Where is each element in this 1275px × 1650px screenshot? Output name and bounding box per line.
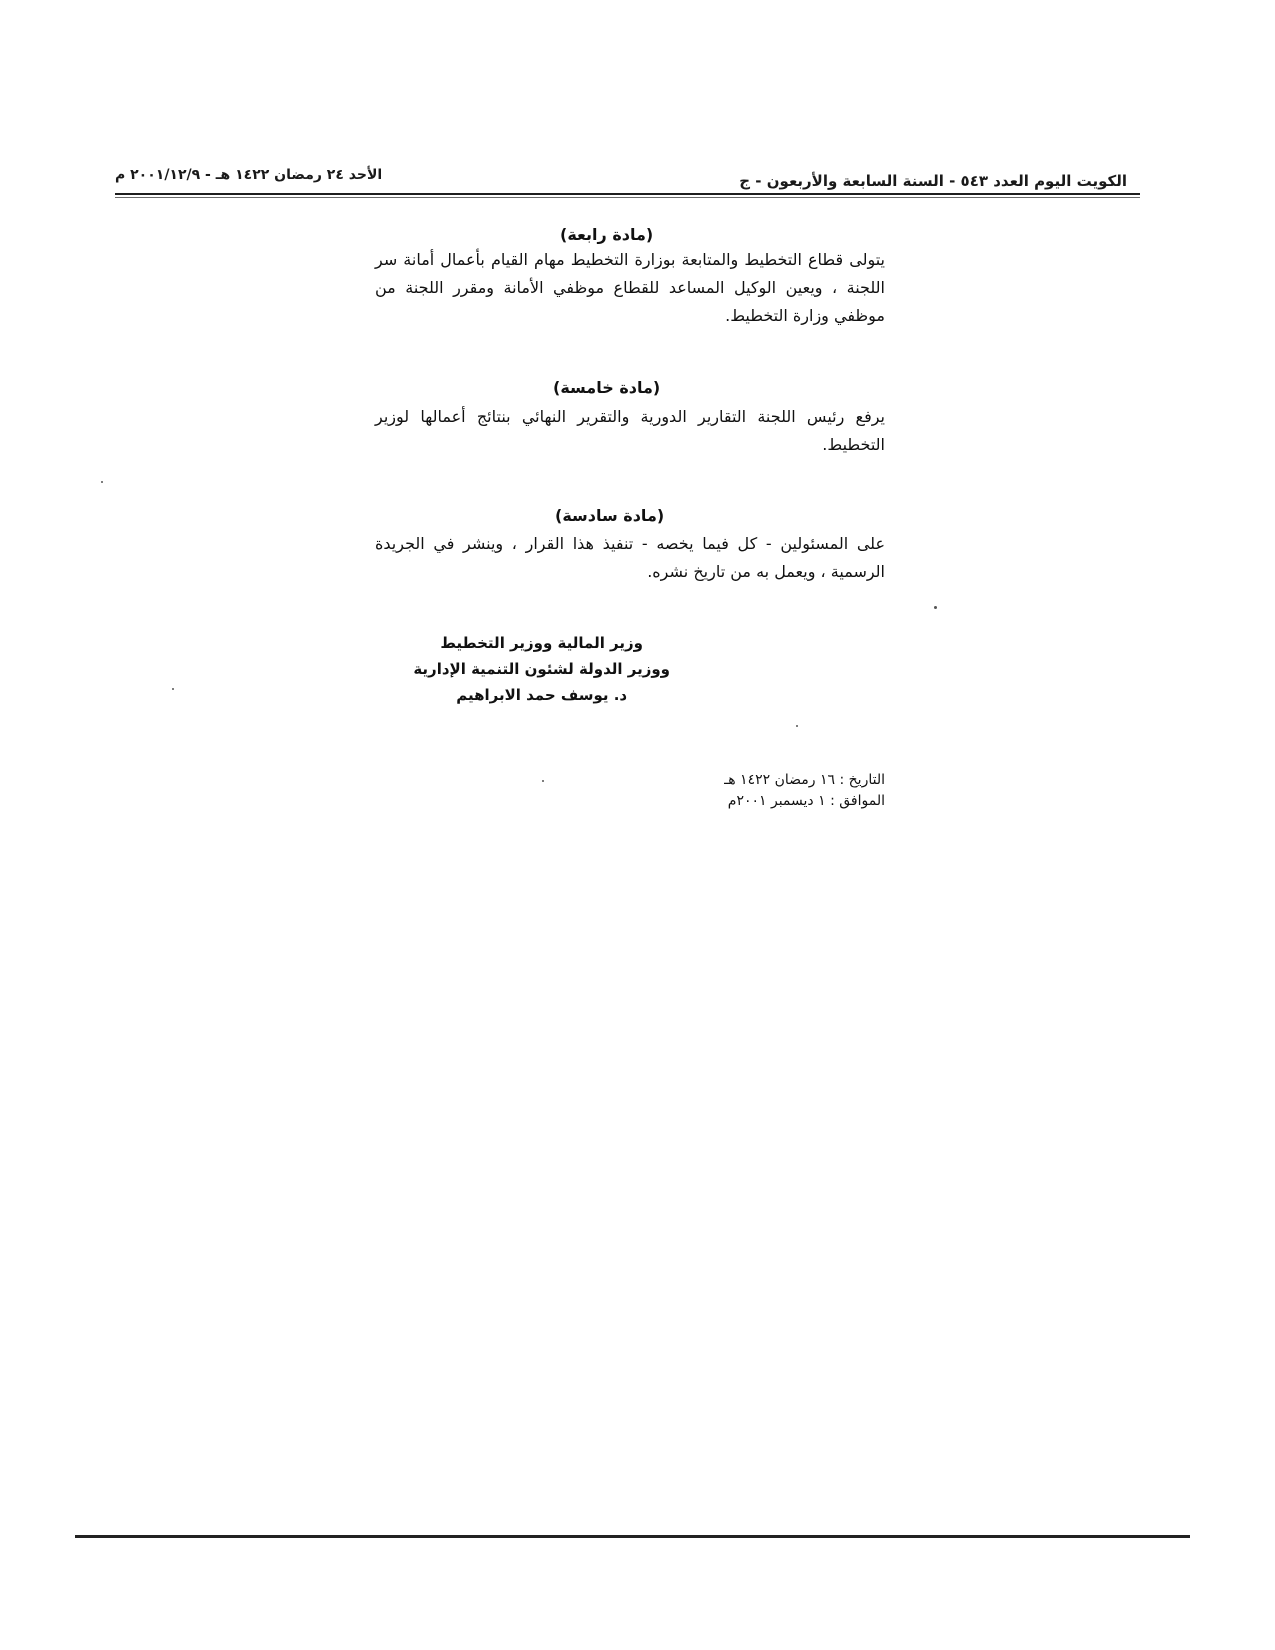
- decision-dates: [724, 770, 885, 812]
- header-divider: [115, 193, 1140, 195]
- article-6-text: على المسئولين - كل فيما يخصه - تنفيذ هذا القرار ، وينشر في الجريدة الرسمية ، ويعمل به من تاريخ نشره.: [375, 534, 885, 581]
- scan-speck: [101, 481, 103, 483]
- footer-divider: [75, 1535, 1190, 1538]
- header-divider-thin: [115, 197, 1140, 198]
- signature-title-line-2: ووزير الدولة لشئون التنمية الإدارية: [413, 660, 670, 678]
- header-date-line: الأحد ٢٤ رمضان ١٤٢٢ هـ - ٢٠٠١/١٢/٩ م: [115, 167, 383, 183]
- scan-speck: [542, 780, 544, 782]
- hijri-date: التاريخ : ١٦ رمضان ١٤٢٢ هـ: [724, 772, 885, 788]
- gregorian-date: الموافق : ١ ديسمبر ٢٠٠١م: [727, 793, 885, 809]
- minister-signature-block: [413, 630, 670, 708]
- signature-name: د. يوسف حمد الابراهيم: [456, 686, 628, 704]
- scan-speck: [796, 725, 798, 727]
- scan-speck: [934, 606, 937, 609]
- article-4-text: يتولى قطاع التخطيط والمتابعة بوزارة التخطيط مهام القيام بأعمال أمانة سر اللجنة ، ويعين الوكيل المساعد للقطاع موظفي الأمانة ومقرر اللجنة من موظفي وزارة التخطيط.: [375, 250, 885, 325]
- header-publication-line: الكويت اليوم العدد ٥٤٣ - السنة السابعة والأربعون - ج: [739, 172, 1127, 190]
- article-6-title: (مادة سادسة): [555, 506, 665, 525]
- scan-speck: [172, 688, 174, 690]
- article-5-title: (مادة خامسة): [553, 378, 661, 397]
- article-4-title: (مادة رابعة): [560, 225, 654, 244]
- signature-title-line-1: وزير المالية ووزير التخطيط: [440, 634, 643, 652]
- article-5-text: يرفع رئيس اللجنة التقارير الدورية والتقرير النهائي بنتائج أعمالها لوزير التخطيط.: [375, 407, 885, 454]
